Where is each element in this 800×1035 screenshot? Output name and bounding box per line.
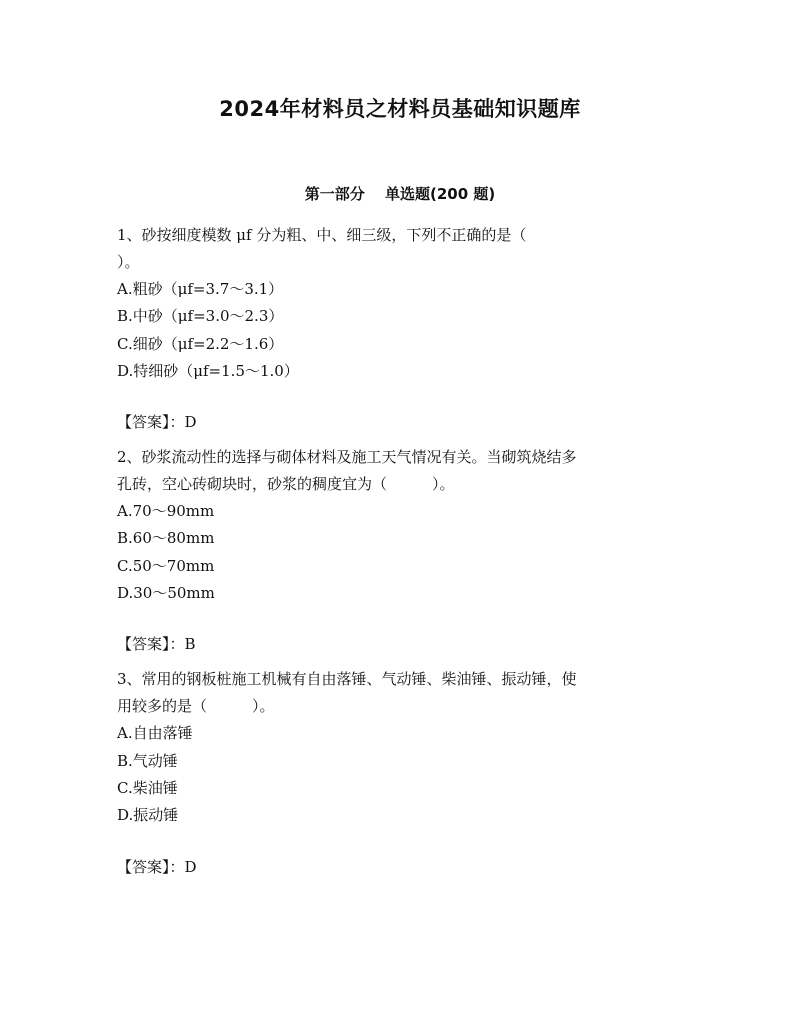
question-stem xyxy=(117,222,685,276)
question-3 xyxy=(117,666,685,880)
question-stem-line: 孔砖，空心砖砌块时，砂浆的稠度宜为（ ）。 xyxy=(117,475,455,494)
answer-line xyxy=(117,409,685,436)
question-stem xyxy=(117,666,685,720)
option-b: B.中砂（μf=3.0～2.3） xyxy=(117,307,284,326)
option-c: C.柴油锤 xyxy=(117,778,178,797)
option-d: D.特细砂（μf=1.5～1.0） xyxy=(117,361,299,380)
answer-line xyxy=(117,631,685,658)
answer-line xyxy=(117,854,685,881)
answer-label: 【答案】： xyxy=(117,413,185,432)
document-title: 2024年材料员之材料员基础知识题库 xyxy=(219,97,581,121)
question-stem-line: 1、砂按细度模数 μf 分为粗、中、细三级，下列不正确的是（ xyxy=(117,226,527,244)
question-2 xyxy=(117,444,685,658)
option-b: B.气动锤 xyxy=(117,751,178,770)
question-1 xyxy=(117,222,685,436)
option-a: A.70～90mm xyxy=(117,502,215,521)
question-stem-line: 2、砂浆流动性的选择与砌体材料及施工天气情况有关。当砌筑烧结多 xyxy=(117,448,577,467)
question-stem-line: 用较多的是（ ）。 xyxy=(117,697,275,716)
option-c: C.细砂（μf=2.2～1.6） xyxy=(117,334,284,353)
option-d: D.振动锤 xyxy=(117,806,179,825)
option-b: B.60～80mm xyxy=(117,529,215,548)
question-stem-line: 3、常用的钢板桩施工机械有自由落锤、气动锤、柴油锤、振动锤，使 xyxy=(117,670,577,689)
option-d: D.30～50mm xyxy=(117,584,215,603)
answer-value: B xyxy=(184,635,196,654)
question-stem-line: ）。 xyxy=(117,253,140,271)
question-list xyxy=(117,222,685,889)
answer-label: 【答案】： xyxy=(117,857,185,876)
option-a: A.自由落锤 xyxy=(117,724,193,743)
answer-value: D xyxy=(184,857,197,876)
option-c: C.50～70mm xyxy=(117,556,215,575)
answer-value: D xyxy=(184,413,197,432)
section-title: 第一部分 单选题(200 题) xyxy=(304,185,496,203)
answer-label: 【答案】： xyxy=(117,635,185,654)
question-stem xyxy=(117,444,685,498)
option-a: A.粗砂（μf=3.7～3.1） xyxy=(117,280,284,298)
